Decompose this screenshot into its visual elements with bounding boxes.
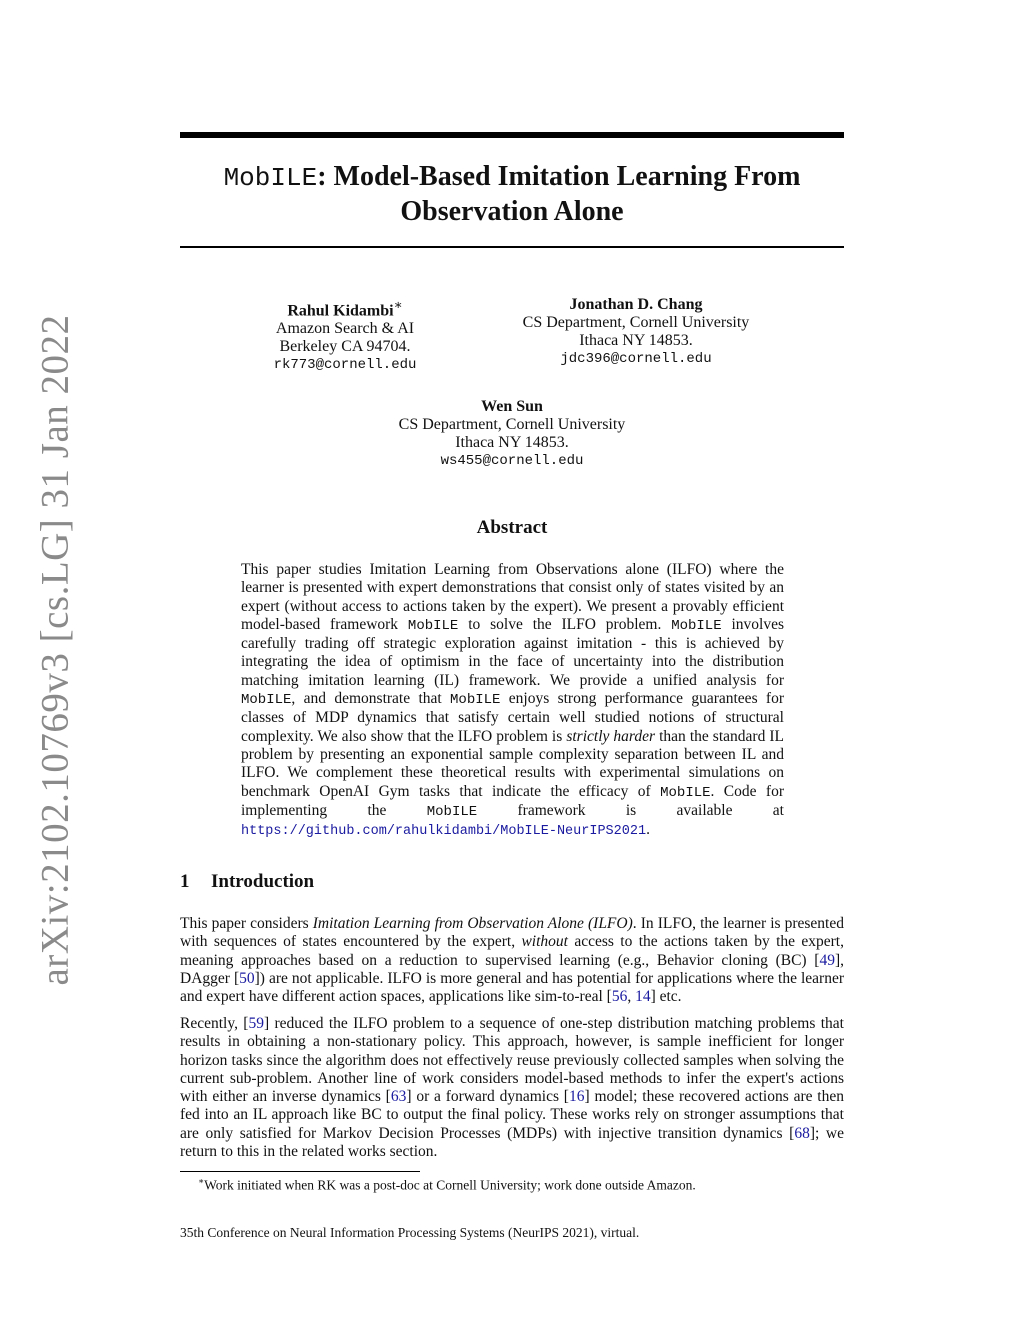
footnote-mark: ∗ bbox=[198, 1176, 205, 1186]
author-name: Jonathan D. Chang bbox=[569, 296, 703, 313]
title-line2: Observation Alone bbox=[400, 196, 624, 227]
author-name: Rahul Kidambi bbox=[287, 302, 394, 320]
footnote-text: Work initiated when RK was a post-doc at Cornell University; work done outside Amazon. bbox=[204, 1177, 696, 1193]
author-affiliation: CS Department, Cornell University bbox=[398, 416, 626, 433]
author-location: Ithaca NY 14853. bbox=[579, 332, 693, 349]
title-bottom-rule bbox=[180, 246, 844, 248]
intro-paragraph-1: This paper considers Imitation Learning from Observation Alone (ILFO). In ILFO, the learner is presented with sequences of states encountered by the expert, without access to the actions taken by the expert, meaning approaches based on a reduction to supervised learning (e.g., Behavior cloning (BC) [49], DAgger [50]) are not applicable. ILFO is more general and has potential for applications where the learner and expert have different action spaces, applications like sim-to-real [56, 14] etc. bbox=[180, 915, 844, 1006]
citation-link[interactable]: 68 bbox=[794, 1124, 810, 1142]
title-rest: : Model-Based Imitation Learning From bbox=[317, 161, 801, 192]
citation-link[interactable]: 14 bbox=[635, 988, 651, 1006]
citation-link[interactable]: 56 bbox=[611, 988, 628, 1006]
citation-link[interactable]: 59 bbox=[248, 1015, 264, 1032]
author-email: rk773@cornell.edu bbox=[273, 357, 417, 374]
section-heading-introduction bbox=[180, 871, 314, 893]
citation-link[interactable]: 49 bbox=[819, 951, 835, 969]
abstract-heading: Abstract bbox=[476, 517, 548, 538]
conference-note: 35th Conference on Neural Information Processing Systems (NeurIPS 2021), virtual. bbox=[180, 1225, 640, 1240]
author-block-3 bbox=[372, 398, 652, 470]
author-affiliation: CS Department, Cornell University bbox=[522, 314, 750, 331]
section-title: Introduction bbox=[211, 871, 315, 892]
github-link[interactable]: https://github.com/rahulkidambi/MobILE-NeurIPS2021 bbox=[241, 824, 647, 840]
citation-link[interactable]: 16 bbox=[568, 1088, 585, 1106]
title-top-rule bbox=[180, 132, 844, 138]
author-email: jdc396@cornell.edu bbox=[560, 351, 712, 367]
citation-link[interactable]: 63 bbox=[390, 1088, 407, 1106]
section-number: 1 bbox=[180, 871, 190, 892]
author-email: ws455@cornell.edu bbox=[440, 453, 584, 469]
author-footnote-mark: ∗ bbox=[393, 297, 403, 312]
author-affiliation: Amazon Search & AI bbox=[275, 320, 415, 338]
intro-paragraph-2: Recently, [59] reduced the ILFO problem to a sequence of one-step distribution matching problems that results in obtaining a non-stationary policy. This approach, however, is sample inefficient for longer horizon tasks since the algorithm does not effectively reuse previously collected samples when solving the current sub-problem. Another line of work considers model-based methods to infer the expert's actions with either an inverse dynamics [63] or a forward dynamics [16] model; these recovered actions are then fed into an IL approach like BC to output the final policy. These works rely on stronger assumptions that are only satisfied for Markov Decision Processes (MDPs) with injective transition dynamics [68]; we return to this in the related works section. bbox=[180, 1015, 844, 1161]
title-method: MobILE bbox=[223, 163, 318, 193]
paper-title bbox=[180, 160, 844, 229]
author-block-2 bbox=[496, 296, 776, 368]
author-name: Wen Sun bbox=[481, 398, 543, 415]
abstract-body: This paper studies Imitation Learning from Observations alone (ILFO) where the learner is presented with expert demonstrations that consist only of states visited by an expert (without access to actions taken by the expert). We present a provably efficient model-based framework MobILE to solve the ILFO problem. MobILE involves carefully trading off strategic exploration against imitation - this is achieved by integrating the idea of optimism in the face of uncertainty into the distribution matching imitation learning (IL) framework. We provide a unified analysis for MobILE, and demonstrate that MobILE enjoys strong performance guarantees for classes of MDP dynamics that satisfy certain well studied notions of structural complexity. We also show that the ILFO problem is strictly harder than the standard IL problem by presenting an exponential sample complexity separation between IL and ILFO. We complement these theoretical results with experimental simulations on benchmark OpenAI Gym tasks that indicate the efficacy of MobILE. Code for implementing the MobILE framework is available at https://github.com/rahulkidambi/MobILE-NeurIPS2021. bbox=[241, 561, 785, 840]
citation-link[interactable]: 50 bbox=[239, 969, 255, 987]
author-location: Ithaca NY 14853. bbox=[455, 434, 569, 451]
author-block-1 bbox=[230, 296, 460, 374]
footnote-rule bbox=[180, 1171, 420, 1172]
footnote bbox=[198, 1176, 696, 1194]
author-location: Berkeley CA 94704. bbox=[279, 338, 411, 356]
arxiv-stamp-text: arXiv:2102.10769v3 [cs.LG] 31 Jan 2022 bbox=[33, 314, 77, 986]
